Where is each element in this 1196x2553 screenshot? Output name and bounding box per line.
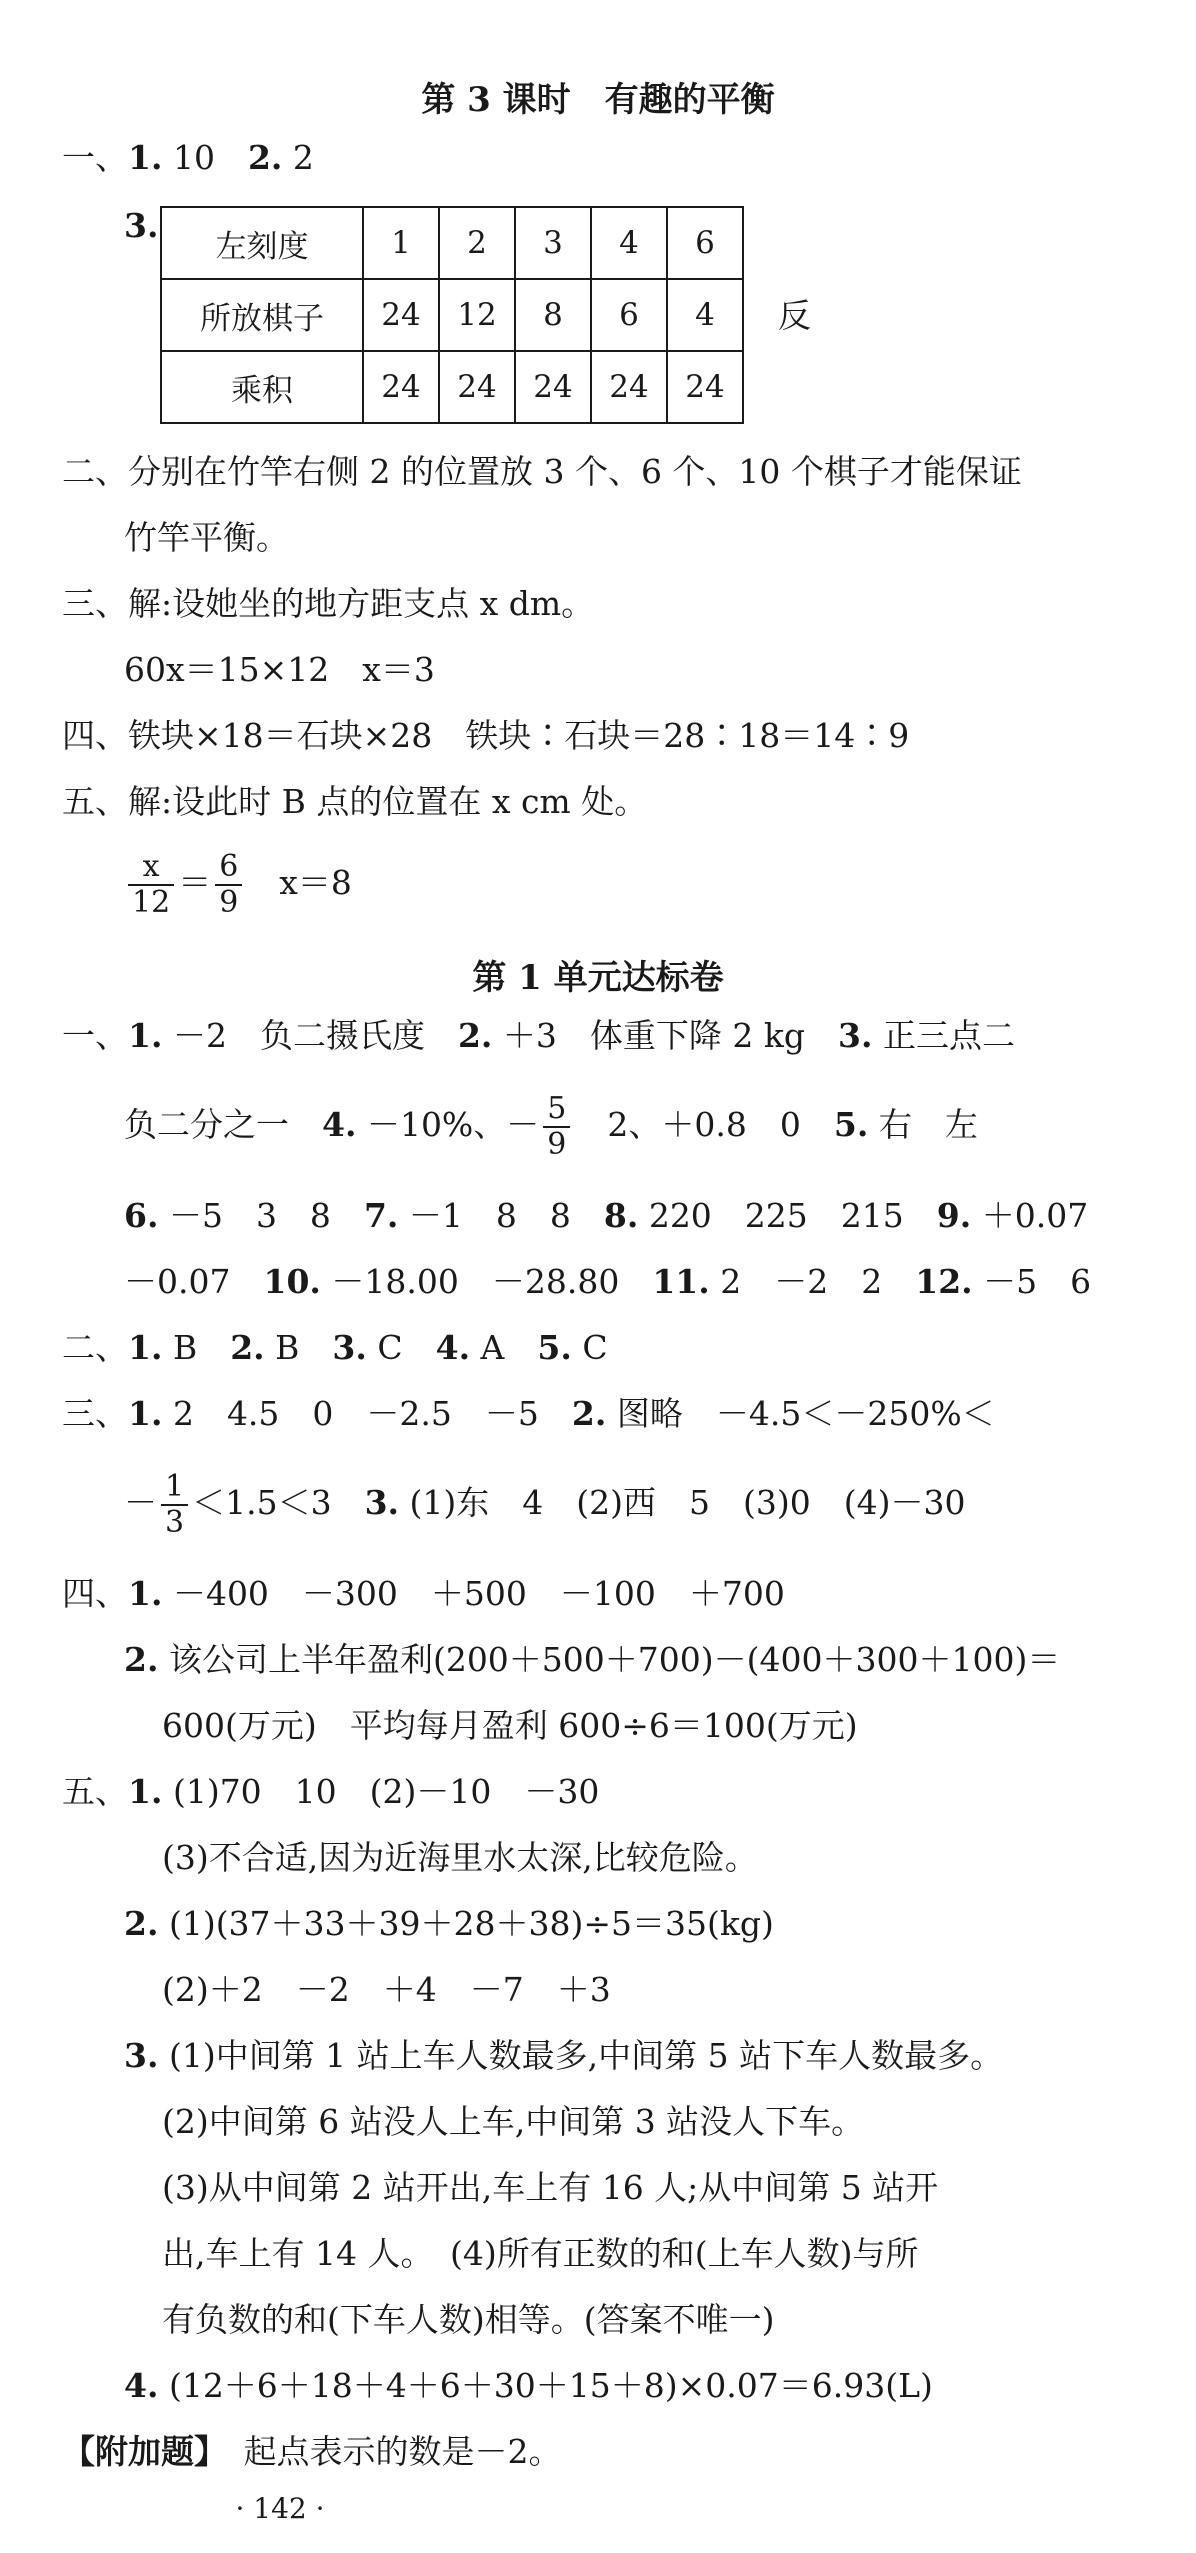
table-row [161, 207, 743, 279]
answer-1-3-cont: 60x＝15×12 x＝3 [124, 650, 435, 689]
exam-answer-3-line2: － $\frac{1}{3}$ ＜1.5＜3 3. (1)东 4 (2)西 5 (3)0 (4)－30 [124, 1469, 966, 1540]
table-cell: 6 [667, 207, 743, 279]
exam-answer-5-line7: (3)从中间第 2 站开出,车上有 16 人;从中间第 5 站开 [162, 2168, 939, 2207]
table-cell: 4 [591, 207, 667, 279]
answer-1-5: 五、解:设此时 B 点的位置在 x cm 处。 [62, 782, 648, 821]
exam-answer-5-line6: (2)中间第 6 站没人上车,中间第 3 站没人下车。 [162, 2102, 865, 2141]
table-cell: 24 [591, 351, 667, 423]
table-row [161, 351, 743, 423]
exam-answer-5-line9: 有负数的和(下车人数)相等。(答案不唯一) [162, 2300, 775, 2339]
exam-answer-4-line3: 600(万元) 平均每月盈利 600÷6＝100(万元) [162, 1706, 858, 1745]
exam-answer-1-line3: 6. －5 3 8 7. －1 8 8 8. 220 225 215 9. ＋0.07 [124, 1196, 1089, 1235]
exam-answer-4-line2: 2. 该公司上半年盈利(200＋500＋700)－(400＋300＋100)＝ [124, 1640, 1061, 1679]
table-cell: 4 [667, 279, 743, 351]
table-row [161, 279, 743, 351]
table-cell: 24 [363, 351, 439, 423]
exam-answer-5-line1: 五、1. (1)70 10 (2)－10 －30 [62, 1772, 600, 1811]
balance-table [160, 206, 744, 424]
page-number: · 142 · [235, 2492, 325, 2525]
exam-answer-5-line10: 4. (12＋6＋18＋4＋6＋30＋15＋8)×0.07＝6.93(L) [124, 2366, 933, 2405]
answer-1-3-label: 3. [124, 206, 159, 245]
exam-answer-2: 二、1. B 2. B 3. C 4. A 5. C [62, 1328, 608, 1367]
exam-answer-1-line2: 负二分之一 4. －10%、－ $\frac{5}{9}$ 2、＋0.8 0 5. 右 左 [124, 1091, 978, 1162]
exam-answer-4-line1: 四、1. －400 －300 ＋500 －100 ＋700 [62, 1574, 785, 1613]
exam-answer-3-line1: 三、1. 2 4.5 0 －2.5 －5 2. 图略 －4.5＜－250%＜ [62, 1394, 995, 1433]
section-title-unit1: 第 1 单元达标卷 [472, 958, 724, 998]
table-cell: 24 [363, 279, 439, 351]
table-cell: 1 [363, 207, 439, 279]
exam-answer-1-line1: 一、1. －2 负二摄氏度 2. ＋3 体重下降 2 kg 3. 正三点二 [62, 1016, 1015, 1055]
fraction: $\frac{6}{9}$ [215, 850, 242, 920]
answer-1-2-cont: 竹竿平衡。 [124, 518, 289, 557]
answer-1-5-equation: $\frac{x}{12}$ ＝ $\frac{6}{9}$ x＝8 [124, 848, 352, 920]
table-side-note: 反 [778, 296, 811, 335]
exam-answer-5-line2: (3)不合适,因为近海里水太深,比较危险。 [162, 1838, 758, 1877]
answer-1-3: 三、解:设她坐的地方距支点 x dm。 [62, 584, 595, 623]
table-cell: 12 [439, 279, 515, 351]
bonus-answer: 【附加题】 起点表示的数是－2。 [62, 2432, 562, 2471]
table-row-header: 左刻度 [161, 207, 363, 279]
table-cell: 2 [439, 207, 515, 279]
exam-answer-5-line8: 出,车上有 14 人。 (4)所有正数的和(上车人数)与所 [162, 2234, 919, 2273]
answer-1-1-2: 一、1. 10 2. 2 [62, 138, 314, 177]
fraction: $\frac{1}{3}$ [161, 1470, 188, 1540]
table-cell: 3 [515, 207, 591, 279]
exam-answer-5-line3: 2. (1)(37＋33＋39＋28＋38)÷5＝35(kg) [124, 1904, 774, 1943]
fraction: $\frac{x}{12}$ [128, 850, 174, 920]
exam-answer-5-line5: 3. (1)中间第 1 站上车人数最多,中间第 5 站下车人数最多。 [124, 2036, 1004, 2075]
table-row-header: 乘积 [161, 351, 363, 423]
table-cell: 24 [667, 351, 743, 423]
fraction: $\frac{5}{9}$ [543, 1092, 570, 1162]
answer-1-2: 二、分别在竹竿右侧 2 的位置放 3 个、6 个、10 个棋子才能保证 [62, 452, 1022, 491]
table-cell: 8 [515, 279, 591, 351]
exam-answer-5-line4: (2)＋2 －2 ＋4 －7 ＋3 [162, 1970, 611, 2009]
section-title-lesson3: 第 3 课时 有趣的平衡 [421, 80, 775, 120]
table-cell: 24 [515, 351, 591, 423]
table-cell: 6 [591, 279, 667, 351]
exam-answer-1-line4: －0.07 10. －18.00 －28.80 11. 2 －2 2 12. －5 6 [124, 1262, 1092, 1301]
answer-1-4: 四、铁块×18＝石块×28 铁块∶石块＝28∶18＝14∶9 [62, 716, 910, 755]
table-row-header: 所放棋子 [161, 279, 363, 351]
table-cell: 24 [439, 351, 515, 423]
